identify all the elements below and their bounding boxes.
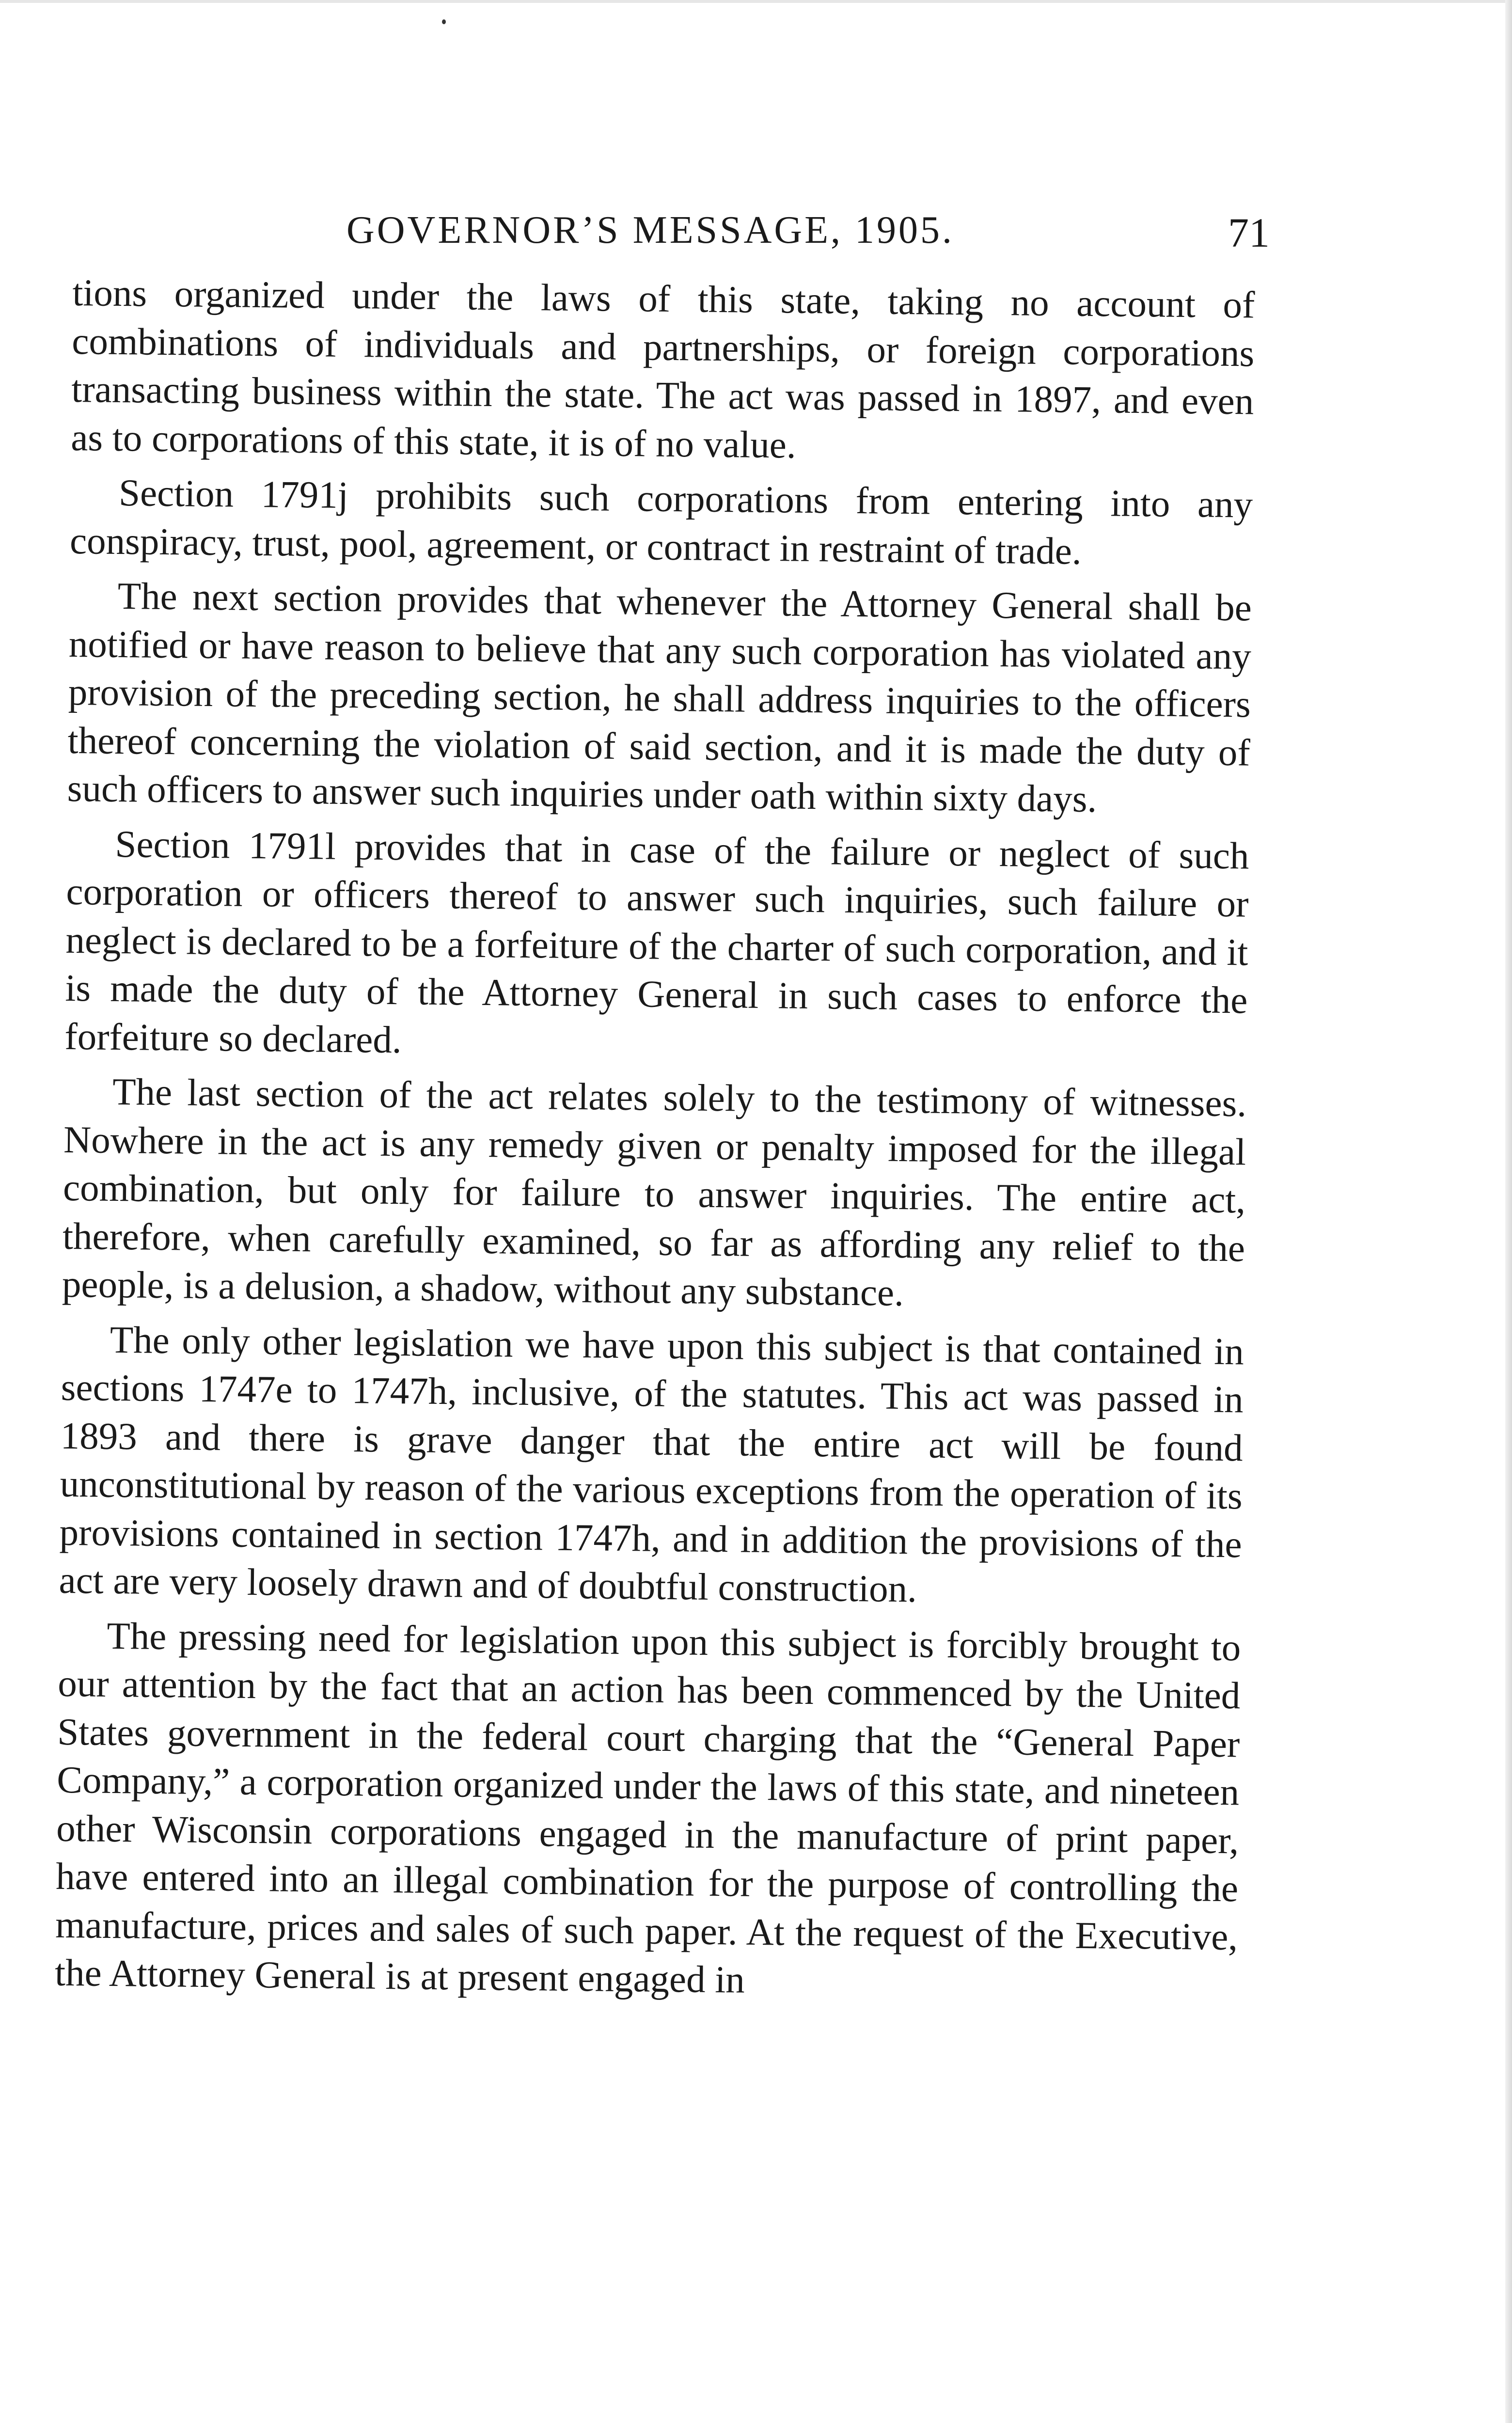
- paragraph: The next section provides that whenever the Attorney General shall be notified or have reason to believe that any such corporation has violated any provision of the preceding section, he shall address inquiries to the officers thereof concerning the violation of said section, and it is made the duty of such officers to answer such inquiries under oath within sixty days.: [67, 575, 1252, 821]
- paragraph: Section 1791j prohibits such corporations from entering into any conspiracy, trust, pool, agreement, or contract in restraint of trade.: [69, 472, 1253, 573]
- page-header: [73, 194, 1270, 271]
- page-top-edge: [0, 0, 1512, 3]
- paragraph: tions organized under the laws of this state, taking no account of combinations of individuals and partnerships, or foreign corporations transacting business within the state. The act was passed in 1897, and even as to corporations of this state, it is of no value.: [70, 271, 1255, 467]
- running-title: GOVERNOR’S MESSAGE, 1905.: [346, 209, 954, 252]
- paragraph: Section 1791l provides that in case of the failure or neglect of such corporation or officers thereof to answer such inquiries, such failure or neglect is declared to be a forfeiture of the charter of such corporation, and it is made the duty of the Attorney General in such cases to enforce the forfeiture so declared.: [64, 823, 1249, 1061]
- paragraph: The only other legislation we have upon this subject is that contained in sections 1747e to 1747h, inclusive, of the statutes. This act was passed in 1893 and there is grave danger that the entire act will be found unconstitutional by reason of the various exceptions from the operation of its provisions contained in section 1747h, and in addition the provisions of the act are very loosely drawn and of doubtful construction.: [59, 1319, 1244, 1611]
- page-number: 71: [1228, 209, 1270, 256]
- paragraph: The last section of the act relates solely to the testimony of witnesses. Nowhere in the act is any remedy given or penalty imposed for the illegal combination, but only for failure to answer inquiries. The entire act, therefore, when carefully examined, so far as affording any relief to the people, is a delusion, a shadow, without any substance.: [62, 1070, 1247, 1315]
- body-text: [55, 269, 1255, 2016]
- paragraph: The pressing need for legislation upon this subject is forcibly brought to our attention by the fact that an action has been commenced by the United States government in the federal court charging that the “General Paper Company,” a corporation organized under the laws of this state, and nineteen other Wisconsin corporations engaged in the manufacture of print paper, have entered into an illegal combination for the purpose of controlling the manufacture, prices and sales of such paper. At the request of the Executive, the Attorney General is at present engaged in: [54, 1615, 1241, 2001]
- page-right-edge: [1505, 0, 1512, 2423]
- ink-speck: [442, 19, 446, 24]
